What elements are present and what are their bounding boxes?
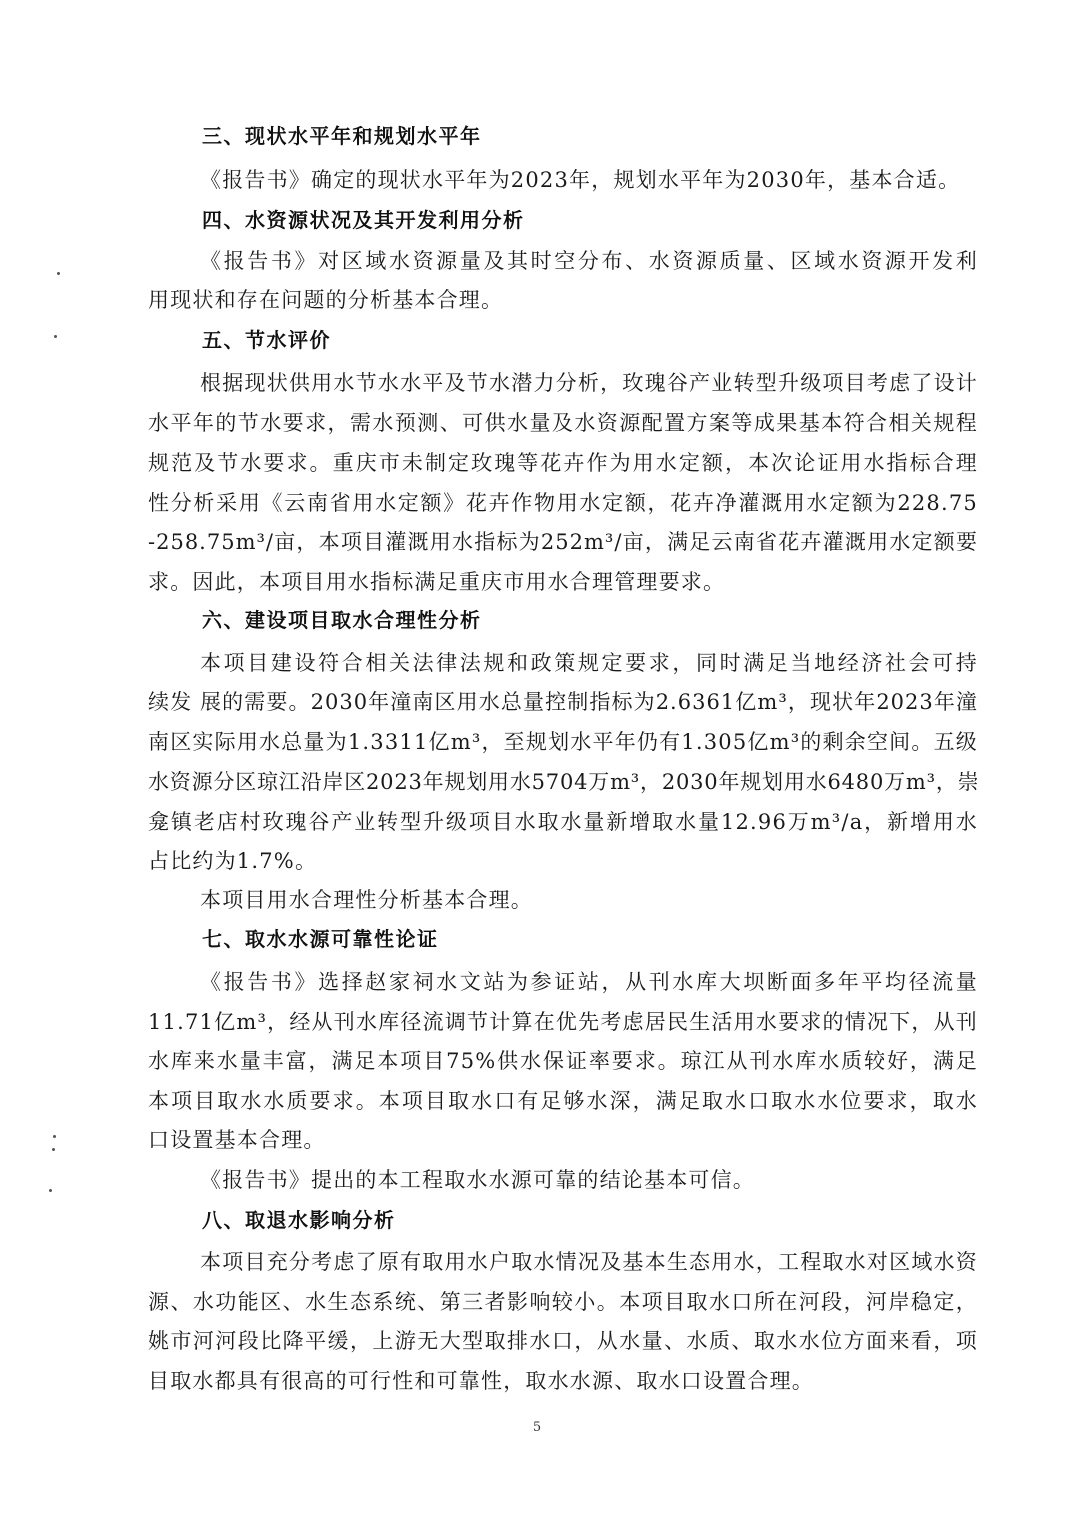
paragraph-line: -258.75m³/亩，本项目灌溉用水指标为252m³/亩，满足云南省花卉灌溉用水定额要 <box>148 530 978 554</box>
paragraph-line: 龛镇老店村玫瑰谷产业转型升级项目水取水量新增取水量12.96万m³/a，新增用水 <box>148 810 978 834</box>
paragraph-line: 用现状和存在问题的分析基本合理。 <box>148 288 504 312</box>
page-number: 5 <box>532 1420 542 1435</box>
section-heading-7: 七、取水水源可靠性论证 <box>202 927 439 951</box>
section-heading-3: 三、现状水平年和规划水平年 <box>202 124 482 148</box>
scan-speck <box>54 335 57 338</box>
paragraph-line: 南区实际用水总量为1.3311亿m³，至规划水平年仍有1.305亿m³的剩余空间。五级 <box>148 730 978 754</box>
scan-speck <box>52 1148 55 1151</box>
paragraph-line: 本项目充分考虑了原有取用水户取水情况及基本生态用水，工程取水对区域水资 <box>200 1250 978 1274</box>
paragraph-line: 根据现状供用水节水水平及节水潜力分析，玫瑰谷产业转型升级项目考虑了设计 <box>200 371 978 395</box>
paragraph-line: 源、水功能区、水生态系统、第三者影响较小。本项目取水口所在河段，河岸稳定， <box>148 1290 978 1314</box>
section-heading-6: 六、建设项目取水合理性分析 <box>202 608 482 632</box>
paragraph-line: 性分析采用《云南省用水定额》花卉作物用水定额，花卉净灌溉用水定额为228.75 <box>148 491 978 515</box>
paragraph-line: 《报告书》选择赵家祠水文站为参证站，从刊水库大坝断面多年平均径流量 <box>200 970 978 994</box>
paragraph-line: 目取水都具有很高的可行性和可靠性，取水水源、取水口设置合理。 <box>148 1369 814 1393</box>
section-heading-5: 五、节水评价 <box>202 328 331 352</box>
paragraph-line: 本项目用水合理性分析基本合理。 <box>200 888 533 912</box>
paragraph-line: 水资源分区琼江沿岸区2023年规划用水5704万m³，2030年规划用水6480万m³，崇 <box>148 770 980 794</box>
paragraph-line: 《报告书》确定的现状水平年为2023年，规划水平年为2030年，基本合适。 <box>200 168 961 192</box>
section-heading-4: 四、水资源状况及其开发利用分析 <box>202 208 525 232</box>
scan-speck <box>53 1135 56 1138</box>
paragraph-line: 《报告书》提出的本工程取水水源可靠的结论基本可信。 <box>200 1168 755 1192</box>
paragraph-line: 求。因此，本项目用水指标满足重庆市用水合理管理要求。 <box>148 570 726 594</box>
paragraph-line: 本项目取水水质要求。本项目取水口有足够水深，满足取水口取水水位要求，取水 <box>148 1089 978 1113</box>
paragraph-line: 《报告书》对区域水资源量及其时空分布、水资源质量、区域水资源开发利 <box>200 249 978 273</box>
paragraph-line: 11.71亿m³，经从刊水库径流调节计算在优先考虑居民生活用水要求的情况下，从刊 <box>148 1010 978 1034</box>
scan-speck <box>57 272 60 275</box>
paragraph-line: 规范及节水要求。重庆市未制定玫瑰等花卉作为用水定额，本次论证用水指标合理 <box>148 451 978 475</box>
paragraph-line: 水平年的节水要求，需水预测、可供水量及水资源配置方案等成果基本符合相关规程 <box>148 411 978 435</box>
paragraph-line: 姚市河河段比降平缓，上游无大型取排水口，从水量、水质、取水水位方面来看，项 <box>148 1329 978 1353</box>
paragraph-line: 口设置基本合理。 <box>148 1128 326 1152</box>
paragraph-line: 本项目建设符合相关法律法规和政策规定要求，同时满足当地经济社会可持 <box>200 651 978 675</box>
section-heading-8: 八、取退水影响分析 <box>202 1208 396 1232</box>
paragraph-line: 占比约为1.7%。 <box>148 849 318 873</box>
paragraph-line: 水库来水量丰富，满足本项目75%供水保证率要求。琼江从刊水库水质较好，满足 <box>148 1049 978 1073</box>
paragraph-line: 续发 展的需要。2030年潼南区用水总量控制指标为2.6361亿m³，现状年2023年潼 <box>148 690 978 714</box>
scan-speck <box>49 1189 52 1192</box>
